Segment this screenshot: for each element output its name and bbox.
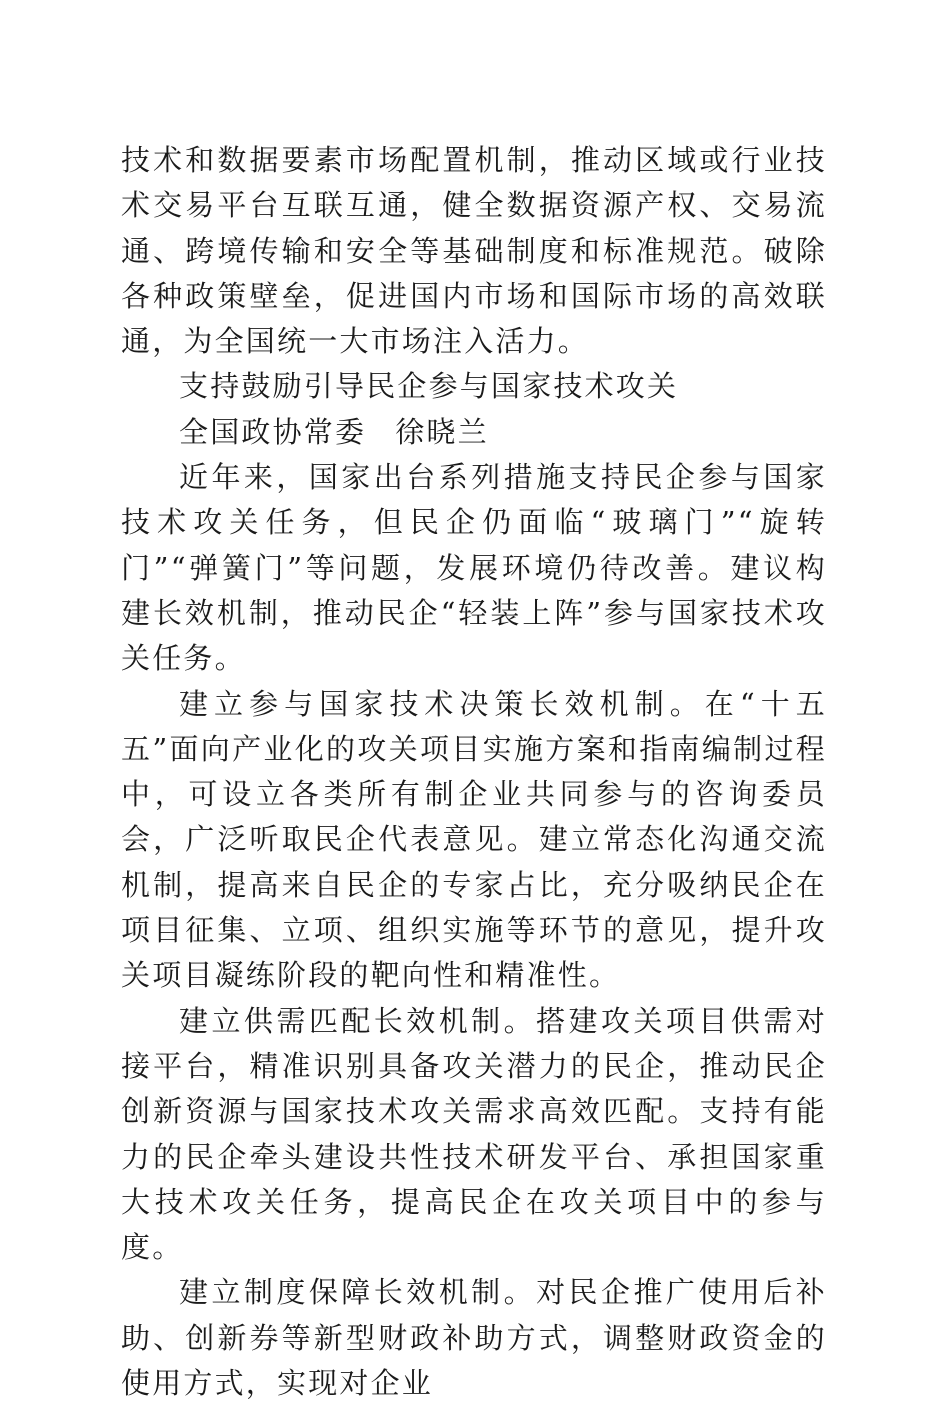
intro-paragraph: 近年来，国家出台系列措施支持民企参与国家技术攻关任务，但民企仍面临“玻璃门”“旋转门”“弹簧门”等问题，发展环境仍待改善。建议构建长效机制，推动民企“轻装上阵”参与国家技术攻关任务。 xyxy=(121,460,827,676)
byline xyxy=(121,410,827,455)
matching-mechanism-paragraph: 建立供需匹配长效机制。搭建攻关项目供需对接平台，精准识别具备攻关潜力的民企，推动民企创新资源与国家技术攻关需求高效匹配。支持有能力的民企牵头建设共性技术研发平台、承担国家重大技术攻关任务，提高民企在攻关项目中的参与度。 xyxy=(121,1003,827,1265)
guarantee-mechanism-paragraph: 建立制度保障长效机制。对民企推广使用后补助、创新券等新型财政补助方式，调整财政资金的使用方式，实现对企业 xyxy=(121,1275,827,1401)
document-body xyxy=(121,138,827,1406)
decision-mechanism-paragraph: 建立参与国家技术决策长效机制。在“十五五”面向产业化的攻关项目实施方案和指南编制过程中，可设立各类所有制企业共同参与的咨询委员会，广泛听取民企代表意见。建立常态化沟通交流机制，提高来自民企的专家占比，充分吸纳民企在项目征集、立项、组织实施等环节的意见，提升攻关项目凝练阶段的靶向性和精准性。 xyxy=(121,686,827,993)
author-name: 徐晓兰 xyxy=(395,414,489,449)
article-title: 支持鼓励引导民企参与国家技术攻关 xyxy=(179,369,679,404)
author-role: 全国政协常委 xyxy=(179,414,367,449)
continuation-paragraph: 技术和数据要素市场配置机制，推动区域或行业技术交易平台互联互通，健全数据资源产权、交易流通、跨境传输和安全等基础制度和标准规范。破除各种政策壁垒，促进国内市场和国际市场的高效联通，为全国统一大市场注入活力。 xyxy=(121,143,827,359)
